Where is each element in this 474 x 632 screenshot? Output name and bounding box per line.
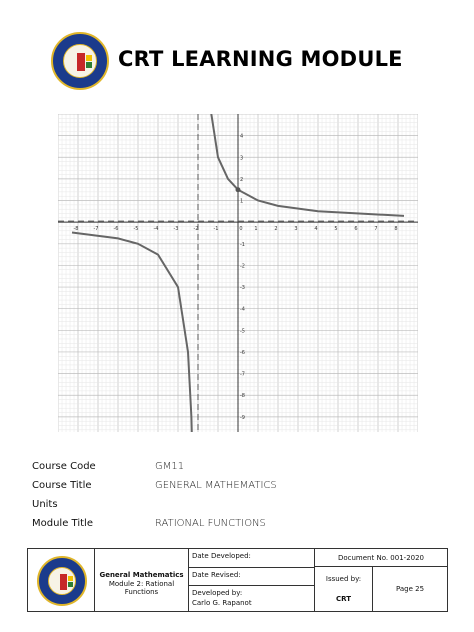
- x-tick-label: 3: [294, 226, 298, 233]
- school-seal-logo: [51, 32, 109, 90]
- y-tick-label: -5: [240, 328, 245, 335]
- issuer-name: CRT: [336, 595, 351, 603]
- issued-by-label: Issued by:: [325, 575, 362, 583]
- date-revised-label: Date Revised:: [192, 571, 241, 579]
- x-tick-label: -1: [213, 226, 219, 233]
- module-title-value: RATIONAL FUNCTIONS: [155, 518, 266, 529]
- x-tick-label: -6: [113, 226, 119, 233]
- x-tick-label: -8: [73, 226, 79, 233]
- course-code-value: GM11: [155, 461, 185, 472]
- rational-function-graph: [58, 114, 418, 432]
- seal-green-block: [86, 62, 92, 68]
- footer-subject-cell: [95, 549, 189, 611]
- x-tick-label: -3: [173, 226, 179, 233]
- footer-module-line1: Module 2: Rational: [108, 580, 175, 588]
- y-tick-label: 3: [240, 155, 244, 162]
- y-tick-label: -4: [240, 306, 245, 313]
- footer-module-line2: Functions: [124, 588, 159, 596]
- course-code-label: Course Code: [32, 461, 96, 472]
- x-tick-label: 2: [274, 226, 278, 233]
- issued-by-cell: [315, 567, 373, 611]
- x-tick-label: -2: [193, 226, 199, 233]
- x-tick-label: 5: [334, 226, 338, 233]
- y-tick-label: 1: [240, 198, 244, 205]
- course-title-label: Course Title: [32, 480, 92, 491]
- x-tick-label: 4: [314, 226, 318, 233]
- developed-by-label: Developed by:: [192, 589, 243, 597]
- page-number: Page 25: [395, 585, 425, 593]
- seal-yellow-block: [68, 576, 73, 581]
- document-control-table: [27, 548, 448, 612]
- y-tick-label: 4: [240, 133, 244, 140]
- developer-name: Carlo G. Rapanot: [192, 599, 252, 607]
- module-title-label: Module Title: [32, 518, 93, 529]
- document-number: Document No. 001-2020: [315, 549, 447, 567]
- y-tick-label: -1: [240, 241, 245, 248]
- course-title-value: GENERAL MATHEMATICS: [155, 480, 277, 491]
- x-tick-label: 1: [254, 226, 258, 233]
- page-title: CRT LEARNING MODULE: [118, 47, 403, 71]
- y-tick-label: -6: [240, 349, 245, 356]
- x-tick-label: -7: [93, 226, 99, 233]
- footer-subject: General Mathematics: [99, 571, 184, 579]
- footer-dates-cell: [189, 549, 315, 611]
- y-tick-label: 2: [240, 176, 244, 183]
- units-label: Units: [32, 499, 58, 510]
- date-developed-label: Date Developed:: [192, 552, 251, 560]
- y-tick-label: -8: [240, 393, 245, 400]
- school-seal-logo-small: [37, 556, 87, 606]
- footer-logo-cell: [28, 549, 95, 611]
- x-tick-label: 7: [374, 226, 378, 233]
- x-tick-label: 6: [354, 226, 358, 233]
- x-tick-label: -4: [153, 226, 159, 233]
- x-tick-label: 0: [239, 226, 243, 233]
- x-tick-label: 8: [394, 226, 398, 233]
- seal-number-one-shape: [77, 53, 85, 71]
- x-tick-label: -5: [133, 226, 139, 233]
- y-tick-label: -7: [240, 371, 245, 378]
- y-intercept-point: [236, 187, 241, 192]
- y-tick-label: -3: [240, 285, 245, 292]
- seal-green-block: [68, 582, 73, 587]
- y-tick-label: -9: [240, 414, 245, 421]
- y-tick-label: -2: [240, 263, 245, 270]
- seal-number-one-shape: [60, 574, 67, 590]
- seal-yellow-block: [86, 55, 92, 61]
